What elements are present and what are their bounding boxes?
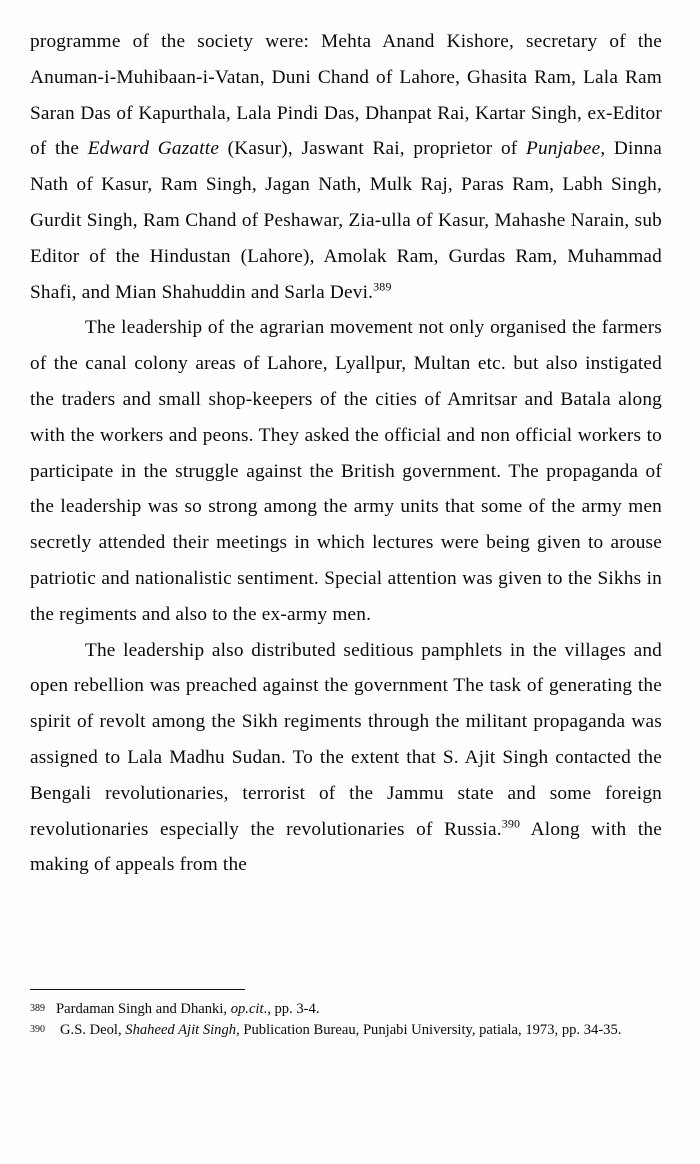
footnote-text xyxy=(56,1001,320,1017)
italic-run: Edward Gazatte xyxy=(87,138,220,160)
footnote-block xyxy=(30,989,662,1041)
paragraph-continued xyxy=(30,24,662,310)
text-run: , Dinna Nath of Kasur, Ram Singh, Jagan Nath, Mulk Raj, Paras Ram, Labh Singh, Gurdit Singh, Ram Chand of Peshawar, Zia-ulla of Kasur, Mahashe Narain, sub Editor of the Hindustan (Lahore), Amolak Ram, Gurdas Ram, Muhammad Shafi, and Mian Shahuddin and Sarla Devi. xyxy=(30,138,662,303)
body-text-block xyxy=(30,24,662,883)
text-run: Along with the making of appeals from the xyxy=(30,818,662,876)
footnote-item xyxy=(30,999,662,1020)
text-run: The leadership of the agrarian movement not only organised the farmers of the canal colony areas of Lahore, Lyallpur, Multan etc. but also instigated the traders and small shop-keepers of the cities of Amritsar and Batala along with the workers and peons. They asked the official and non official workers to participate in the struggle against the British government. The propaganda of the leadership was so strong among the army units that some of the army men secretly attended their meetings in which lectures were being given to arouse patriotic and nationalistic sentiment. Special attention was given to the Sikhs in the regiments and also to the ex-army men. xyxy=(30,317,662,625)
footnote-reference[interactable]: 389 xyxy=(373,279,392,294)
italic-run: Shaheed Ajit Singh xyxy=(125,1022,237,1038)
footnote-number: 390 xyxy=(30,1024,45,1035)
footnote-item xyxy=(30,1020,662,1041)
footnote-separator-rule xyxy=(30,989,245,990)
italic-run: Punjabee xyxy=(525,138,601,160)
text-run: G.S. Deol, xyxy=(60,1022,126,1038)
text-run: , Publication Bureau, Punjabi University, patiala, 1973, pp. 34-35. xyxy=(236,1022,622,1038)
text-run: programme of the society were: Mehta Anand Kishore, secretary of the Anuman-i-Muhibaan-i-Vatan, Duni Chand of Lahore, Ghasita Ram, Lala Ram Saran Das of Kapurthala, Lala Pindi Das, Dhanpat Rai, Kartar Singh, ex-Editor of the xyxy=(30,31,662,160)
italic-run: op.cit xyxy=(230,1001,264,1017)
footnote-number: 389 xyxy=(30,1003,45,1014)
paragraph-agrarian-movement xyxy=(30,310,662,632)
text-run: ., pp. 3-4. xyxy=(263,1001,320,1017)
text-run: Pardaman Singh and Dhanki, xyxy=(56,1001,231,1017)
paragraph-seditious-pamphlets xyxy=(30,633,662,884)
footnote-text xyxy=(60,1022,621,1038)
footnote-reference[interactable]: 390 xyxy=(501,816,521,831)
text-run: (Kasur), Jaswant Rai, proprietor of xyxy=(219,138,526,160)
text-run: The leadership also distributed seditious pamphlets in the villages and open rebellion was preached against the government The task of generating the spirit of revolt among the Sikh regiments through the militant propaganda was assigned to Lala Madhu Sudan. To the extent that S. Ajit Singh contacted the Bengali revolutionaries, terrorist of the Jammu state and some foreign revolutionaries especially the revolutionaries of Russia. xyxy=(30,639,662,840)
